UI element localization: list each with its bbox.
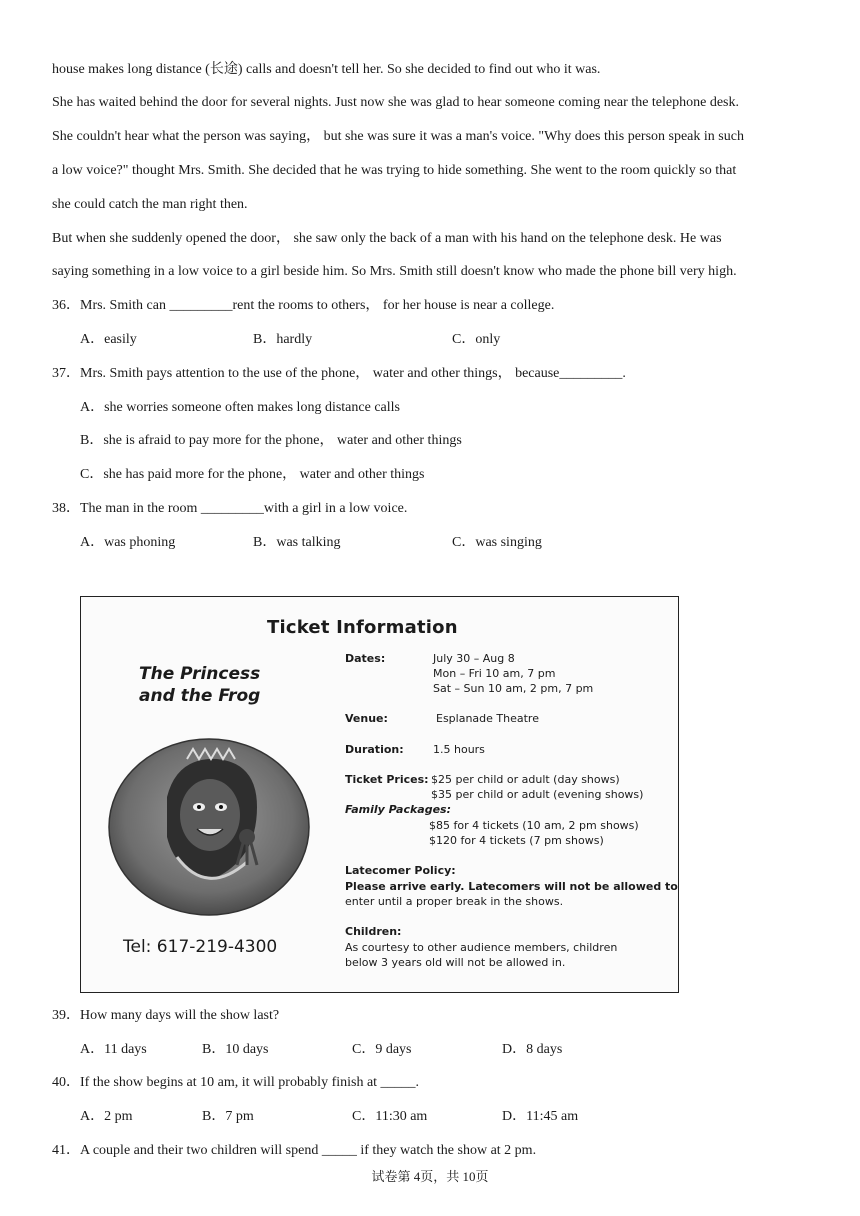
- question-41: 41．A couple and their two children will spend _____ if they watch the show at 2 pm.: [52, 1143, 537, 1158]
- show-title-line: and the Frog: [139, 686, 261, 706]
- option-36-a[interactable]: A．easily: [80, 332, 137, 347]
- passage-line: saying something in a low voice to a girl beside him. So Mrs. Smith still doesn't know who made the phone bill very high.: [52, 264, 737, 279]
- children-label: Children:: [345, 925, 402, 938]
- price-line: $35 per child or adult (evening shows): [431, 788, 644, 801]
- page-footer: 试卷第 4页，共 10页: [371, 1169, 489, 1184]
- show-title-line: The Princess: [139, 664, 261, 684]
- option-40-c[interactable]: C．11:30 am: [352, 1109, 428, 1124]
- option-37-a[interactable]: A．she worries someone often makes long distance calls: [80, 400, 400, 415]
- children-value: [345, 940, 617, 970]
- option-39-b[interactable]: B．10 days: [202, 1042, 269, 1057]
- question-39: 39．How many days will the show last?: [52, 1008, 280, 1023]
- option-40-a[interactable]: A．2 pm: [80, 1109, 133, 1124]
- latecomer-value: [345, 879, 678, 909]
- family-line: $120 for 4 tickets (7 pm shows): [429, 834, 604, 847]
- option-37-b[interactable]: B．she is afraid to pay more for the phone， water and other things: [80, 433, 462, 448]
- passage-line: But when she suddenly opened the door， she saw only the back of a man with his hand on the telephone desk. He was: [52, 231, 722, 246]
- option-39-d[interactable]: D．8 days: [502, 1042, 563, 1057]
- dates-line: Sat – Sun 10 am, 2 pm, 7 pm: [433, 682, 594, 695]
- dates-line: July 30 – Aug 8: [433, 652, 515, 665]
- option-38-c[interactable]: C．was singing: [452, 535, 542, 550]
- question-37: 37．Mrs. Smith pays attention to the use of the phone， water and other things， because_________.: [52, 366, 626, 381]
- dates-value: [433, 651, 593, 696]
- passage-line: she could catch the man right then.: [52, 197, 248, 212]
- option-40-d[interactable]: D．11:45 am: [502, 1109, 579, 1124]
- passage-line: house makes long distance (长途) calls and doesn't tell her. So she decided to find out who it was.: [52, 62, 601, 77]
- ticket-info-poster: [80, 596, 679, 993]
- family-packages-label: Family Packages:: [345, 803, 451, 816]
- option-39-c[interactable]: C．9 days: [352, 1042, 412, 1057]
- family-packages-value: [429, 818, 639, 848]
- princess-frog-illustration: [107, 737, 311, 917]
- show-title: [139, 663, 260, 707]
- passage-line: a low voice?" thought Mrs. Smith. She decided that he was trying to hide something. She went to the room quickly so that: [52, 163, 737, 178]
- option-36-b[interactable]: B．hardly: [253, 332, 313, 347]
- latecomer-line: enter until a proper break in the shows.: [345, 895, 564, 908]
- duration-value: 1.5 hours: [433, 743, 485, 756]
- option-37-c[interactable]: C．she has paid more for the phone， water and other things: [80, 467, 425, 482]
- latecomer-label: Latecomer Policy:: [345, 864, 456, 877]
- children-line: As courtesy to other audience members, children: [345, 941, 618, 954]
- family-line: $85 for 4 tickets (10 am, 2 pm shows): [429, 819, 639, 832]
- poster-title: Ticket Information: [267, 617, 458, 638]
- option-38-a[interactable]: A．was phoning: [80, 535, 176, 550]
- duration-label: Duration:: [345, 743, 404, 756]
- passage-line: She has waited behind the door for several nights. Just now she was glad to hear someone coming near the telephone desk.: [52, 95, 739, 110]
- option-39-a[interactable]: A．11 days: [80, 1042, 147, 1057]
- venue-value: Esplanade Theatre: [436, 712, 539, 725]
- dates-label: Dates:: [345, 652, 386, 665]
- option-38-b[interactable]: B．was talking: [253, 535, 341, 550]
- dates-line: Mon – Fri 10 am, 7 pm: [433, 667, 556, 680]
- option-36-c[interactable]: C．only: [452, 332, 501, 347]
- passage-line: She couldn't hear what the person was saying， but she was sure it was a man's voice. "Why does this person speak in such: [52, 129, 744, 144]
- question-36: 36．Mrs. Smith can _________rent the rooms to others， for her house is near a college.: [52, 298, 555, 313]
- price-line: $25 per child or adult (day shows): [431, 773, 620, 786]
- children-line: below 3 years old will not be allowed in.: [345, 956, 566, 969]
- ticket-prices-value: [431, 772, 643, 802]
- ticket-prices-label: Ticket Prices:: [345, 773, 429, 786]
- venue-label: Venue:: [345, 712, 388, 725]
- telephone-number: Tel: 617-219-4300: [123, 937, 278, 957]
- latecomer-line: Please arrive early. Latecomers will not be allowed to: [345, 880, 678, 893]
- question-40: 40．If the show begins at 10 am, it will probably finish at _____.: [52, 1075, 420, 1090]
- question-38: 38．The man in the room _________with a girl in a low voice.: [52, 501, 408, 516]
- option-40-b[interactable]: B．7 pm: [202, 1109, 254, 1124]
